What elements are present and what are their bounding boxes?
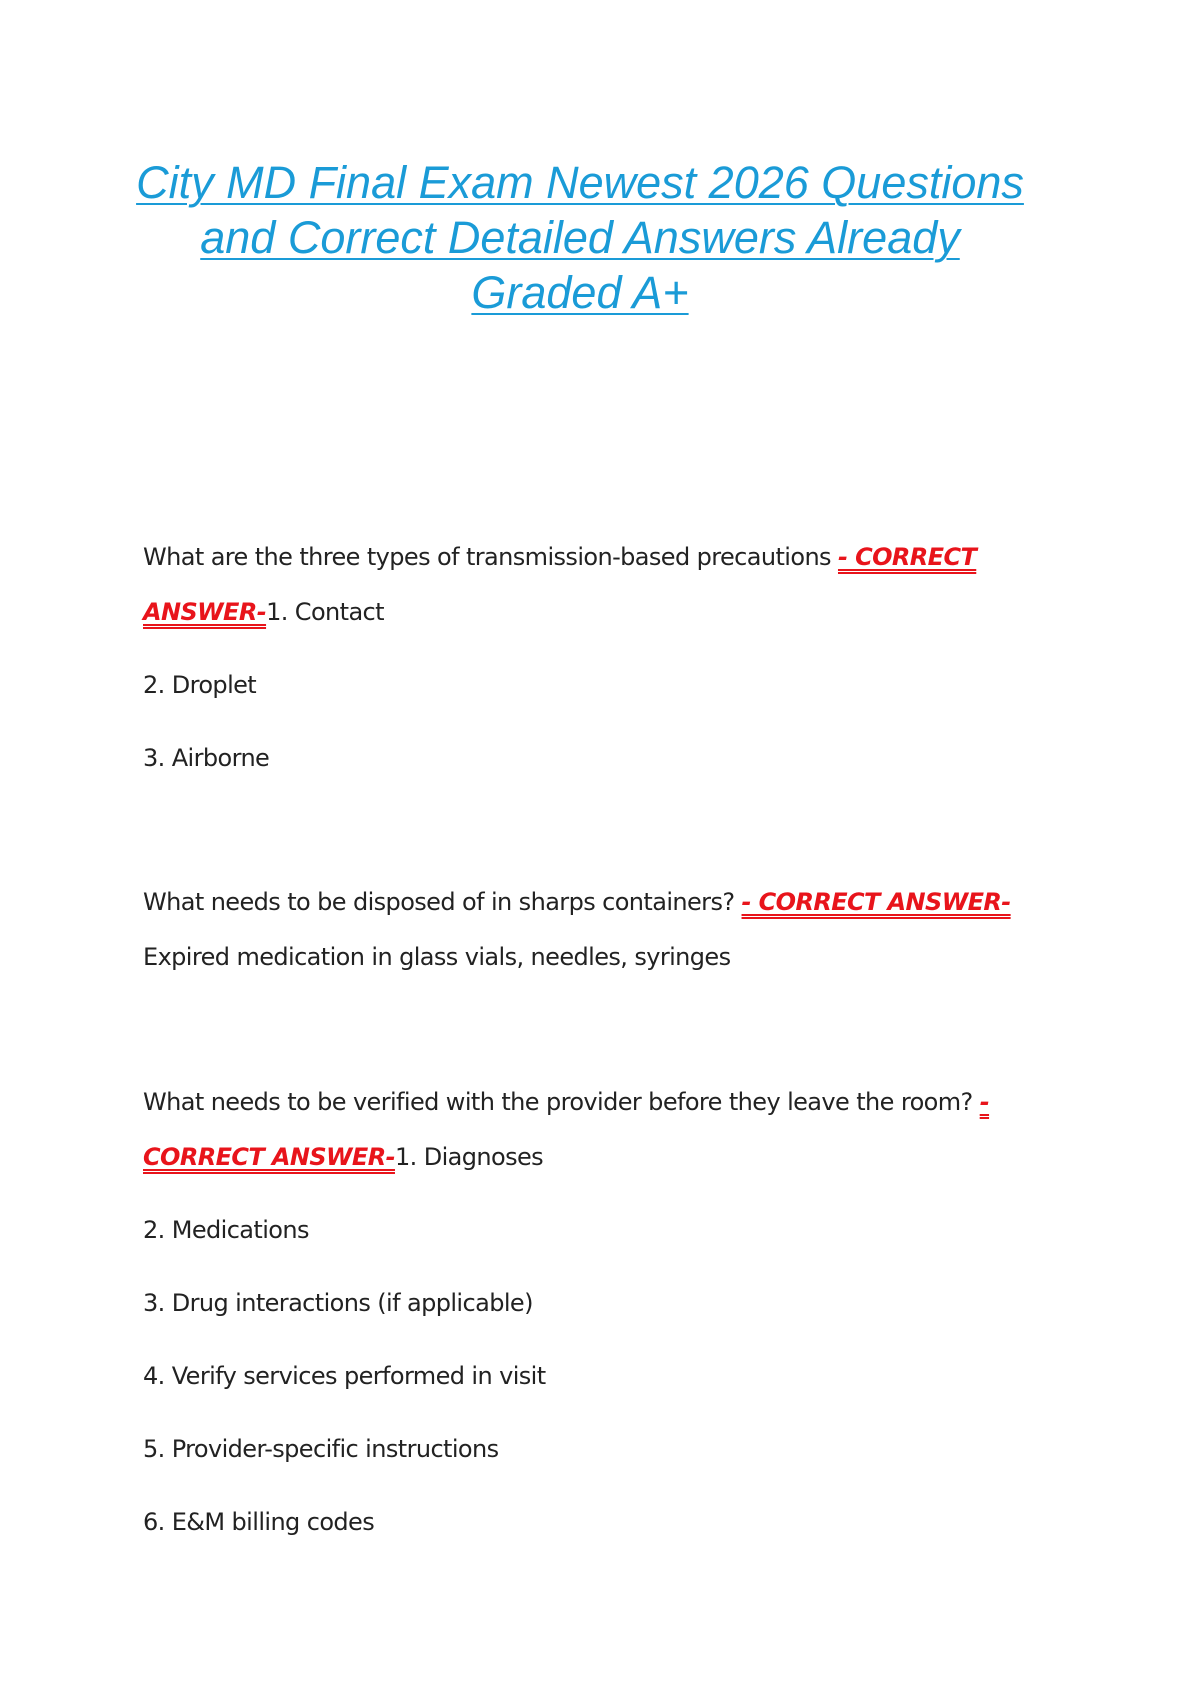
question-3-item-6: 6. E&M billing codes <box>143 1508 375 1536</box>
question-1-prompt: What are the three types of transmission-based precautions <box>143 543 838 571</box>
question-block-3 <box>143 1075 1043 1537</box>
question-3-text <box>143 1075 1023 1185</box>
question-3-answer-tag: - CORRECT ANSWER- <box>143 1088 990 1171</box>
title-line-3: Graded A+ <box>471 267 689 318</box>
question-1-text <box>143 530 993 640</box>
document-title <box>130 155 1030 320</box>
question-3-item-4: 4. Verify services performed in visit <box>143 1362 546 1390</box>
question-3-answer-first: 1. Diagnoses <box>394 1143 544 1171</box>
question-1-item-3: 3. Airborne <box>143 744 270 772</box>
question-3-item-3: 3. Drug interactions (if applicable) <box>143 1289 533 1317</box>
question-2-text <box>143 875 1033 985</box>
question-1-answer-tag: - CORRECT ANSWER- <box>143 543 977 626</box>
question-3-item-2: 2. Medications <box>143 1216 309 1244</box>
title-line-1: City MD Final Exam Newest 2026 Questions <box>136 157 1024 208</box>
question-block-1 <box>143 530 1043 773</box>
question-1-item-2: 2. Droplet <box>143 671 257 699</box>
question-3-item-5: 5. Provider-specific instructions <box>143 1435 499 1463</box>
title-line-2: and Correct Detailed Answers Already <box>200 212 960 263</box>
question-1-answer-first: 1. Contact <box>266 598 384 626</box>
question-2-answer-tag: - CORRECT ANSWER- <box>741 888 1011 916</box>
question-2-prompt: What needs to be disposed of in sharps containers? <box>143 888 742 916</box>
question-2-answer-first: Expired medication in glass vials, needles, syringes <box>143 943 731 971</box>
question-block-2 <box>143 875 1043 985</box>
question-3-prompt: What needs to be verified with the provider before they leave the room? <box>143 1088 980 1116</box>
